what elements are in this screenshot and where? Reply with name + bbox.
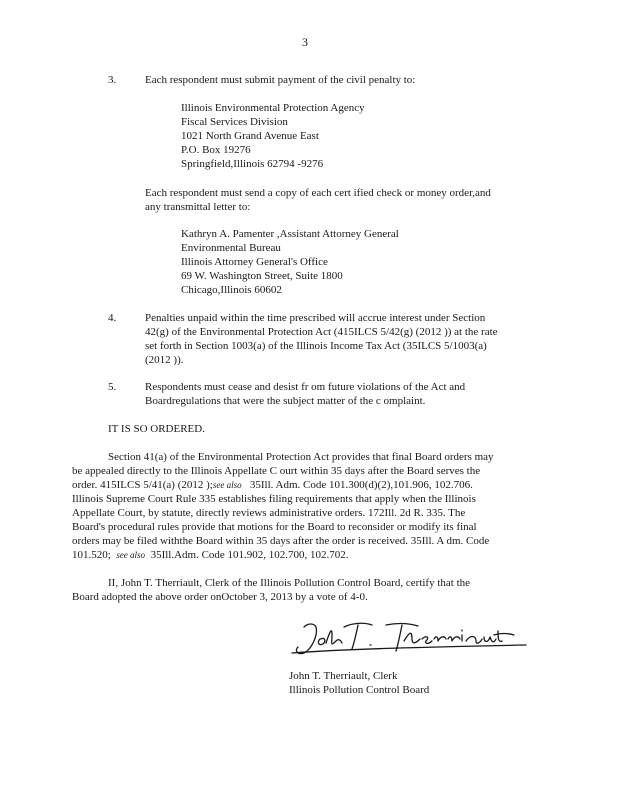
item-5-text: Boardregulations that were the subject matter of the c omplaint.: [145, 395, 426, 407]
see-also-italic: see also: [212, 480, 242, 490]
appeal-line: Board's procedural rules provide that motions for the Board to reconsider or modify its final: [72, 521, 477, 533]
address-line: Environmental Bureau: [181, 242, 281, 254]
item-4-text: (2012 )).: [145, 354, 184, 366]
address-line: Springfield,Illinois 62794 -9276: [181, 158, 324, 170]
appeal-line: Section 41(a) of the Environmental Protection Act provides that final Board orders may: [108, 451, 494, 463]
signatory-name: John T. Therriault, Clerk: [289, 670, 398, 682]
item-4-text: Penalties unpaid within the time prescribed will accrue interest under Section: [145, 312, 486, 324]
appeal-line: Appellate Court, by statute, directly reviews administrative orders. 172Ill. 2d R. 335. The: [72, 507, 466, 519]
certify-line: II, John T. Therriault, Clerk of the Illinois Pollution Control Board, certify that the: [108, 577, 471, 589]
item-3-number: 3.: [108, 74, 117, 86]
item-4-text: 42(g) of the Environmental Protection Act (415ILCS 5/42(g) (2012 )) at the rate: [145, 326, 498, 338]
address-line: Illinois Attorney General's Office: [181, 256, 328, 268]
appeal-line-start: order. 415ILCS 5/41(a) (2012 );: [72, 479, 213, 491]
address-line: 69 W. Washington Street, Suite 1800: [181, 270, 343, 282]
appeal-line-start: 101.520;: [72, 549, 111, 561]
appeal-line-tail: 35Ill. Adm. Code 101.300(d)(2),101.906, 102.706.: [249, 479, 473, 491]
see-also-italic: see also: [116, 550, 146, 560]
item-5-text: Respondents must cease and desist fr om future violations of the Act and: [145, 381, 466, 393]
certify-line: Board adopted the above order onOctober 3, 2013 by a vote of 4-0.: [72, 591, 368, 603]
address-line: Chicago,Illinois 60602: [181, 284, 282, 296]
page-number: 3: [302, 35, 308, 49]
address-line: P.O. Box 19276: [181, 144, 251, 156]
address-line: Illinois Environmental Protection Agency: [181, 102, 365, 114]
appeal-line: orders may be filed withthe Board within 35 days after the order is received. 35Ill. A dm. Code: [72, 535, 490, 547]
appeal-line: [72, 478, 473, 492]
item-4-number: 4.: [108, 312, 117, 324]
appeal-line-tail: 35Ill.Adm. Code 101.902, 102.700, 102.702.: [150, 549, 349, 561]
ordered-heading: IT IS SO ORDERED.: [108, 423, 205, 435]
address-line: Kathryn A. Pamenter ,Assistant Attorney General: [181, 228, 399, 240]
appeal-line: Illinois Supreme Court Rule 335 establishes filing requirements that apply when the Illinois: [72, 493, 476, 505]
item-3-text: Each respondent must submit payment of the civil penalty to:: [145, 74, 416, 86]
appeal-line: be appealed directly to the Illinois Appellate C ourt within 35 days after the Board serves the: [72, 465, 481, 477]
appeal-line: [72, 548, 349, 562]
item-4-text: set forth in Section 1003(a) of the Illinois Income Tax Act (35ILCS 5/1003(a): [145, 340, 487, 352]
item-5-number: 5.: [108, 381, 117, 393]
address-line: 1021 North Grand Avenue East: [181, 130, 319, 142]
address-line: Fiscal Services Division: [181, 116, 288, 128]
send-copy-text: any transmittal letter to:: [145, 201, 251, 213]
handwritten-signature: [286, 613, 536, 663]
signatory-title: Illinois Pollution Control Board: [289, 684, 430, 696]
send-copy-text: Each respondent must send a copy of each cert ified check or money order,and: [145, 187, 491, 199]
